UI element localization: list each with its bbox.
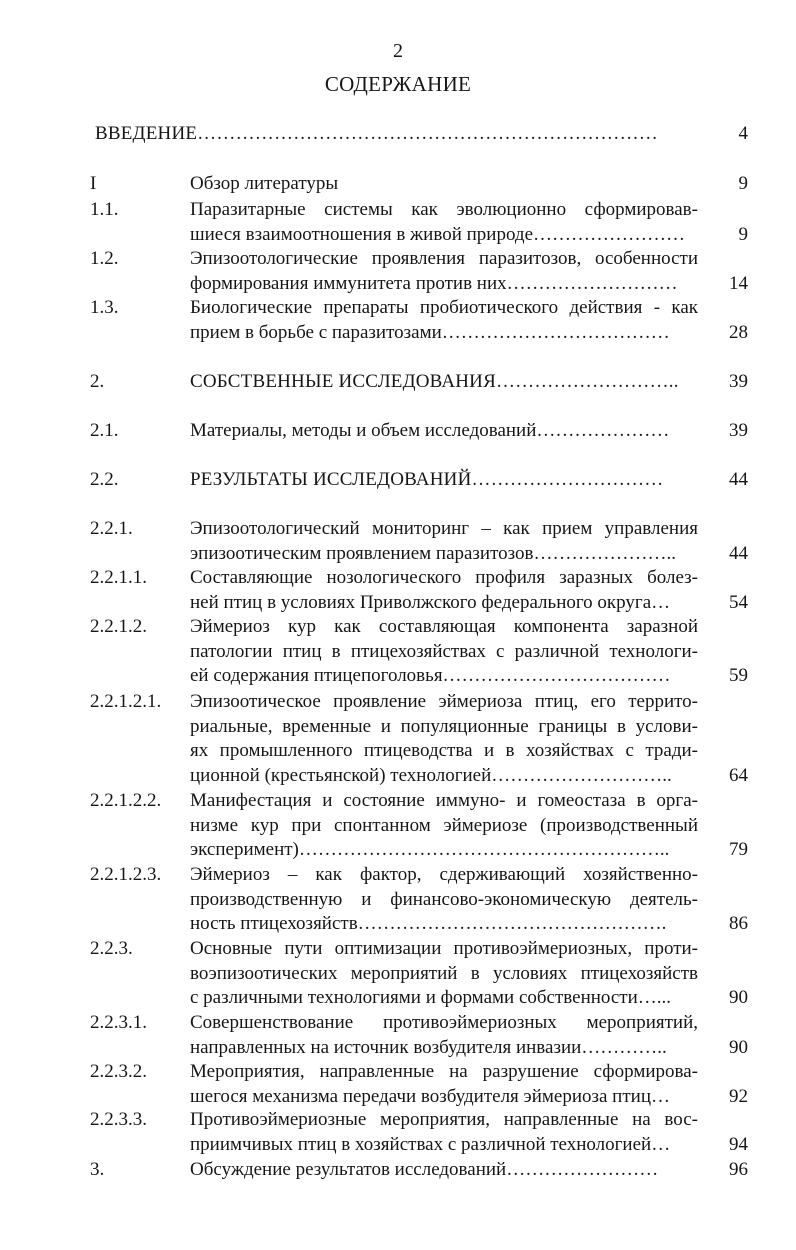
toc-entry-title [190, 1108, 698, 1157]
toc-entry-line: ней птиц в условиях Приволжского федерального округа… [190, 591, 671, 613]
toc-entry-line: ях промышленного птицеводства и в хозяйствах с тради- [190, 740, 698, 761]
toc-entry-line: ВВЕДЕНИЕ……………………………………………………………… [95, 123, 658, 144]
toc-entry-title [190, 370, 698, 395]
toc-entry-page: 90 [729, 987, 748, 1008]
toc-entry-number: I [90, 173, 97, 194]
toc-entry-number: 2.2.1.1. [90, 567, 147, 588]
toc-entry-number: 2.2.1.2.3. [90, 864, 162, 885]
toc-entry-page: 54 [729, 591, 748, 613]
toc-entry-page: 39 [729, 371, 748, 392]
page-number: 2 [393, 40, 403, 62]
toc-entry-title [190, 172, 698, 197]
toc-entry-line: СОБСТВЕННЫЕ ИССЛЕДОВАНИЯ……………………….. [190, 371, 679, 392]
toc-entry-line: Эймериоз – как фактор, сдерживающий хозяйственно- [190, 864, 698, 885]
toc-entry-page: 39 [729, 420, 748, 441]
toc-entry-title [190, 1158, 698, 1183]
toc-entry-line: Противоэймериозные мероприятия, направленные на вос- [190, 1109, 698, 1130]
toc-entry-line: ционной (крестьянской) технологией……………………….. [190, 764, 672, 786]
toc-entry-line: ность птицехозяйств…………………………………………. [190, 913, 667, 934]
toc-entry-line: шиеся взаимоотношения в живой природе…………………… [190, 223, 686, 245]
toc-entry-page: 94 [729, 1133, 748, 1155]
toc-entry-page: 14 [729, 272, 748, 294]
toc-entry-title [190, 863, 698, 937]
toc-entry-line: направленных на источник возбудителя инвазии………….. [190, 1036, 667, 1058]
toc-entry-page: 64 [729, 764, 748, 786]
toc-entry-line: Эймериоз кур как составляющая компонента заразной [190, 616, 698, 637]
toc-entry-title [95, 122, 700, 147]
toc-entry-title [190, 615, 698, 689]
toc-entry-title [190, 1011, 698, 1060]
toc-entry-title [190, 198, 698, 247]
toc-entry-line: эксперимент)………………………………………………….. [190, 839, 670, 860]
toc-entry-line: Совершенствование противоэймериозных мероприятий, [190, 1012, 698, 1033]
toc-entry-page: 59 [729, 665, 748, 686]
toc-entry-number: 2.2.3. [90, 938, 133, 959]
document-title: СОДЕРЖАНИЕ [324, 72, 472, 96]
toc-entry-page: 9 [738, 223, 748, 245]
toc-entry-line: прием в борьбе с паразитозами……………………………… [190, 321, 670, 343]
toc-entry-page: 28 [729, 321, 748, 343]
toc-entry-number: 2.2.1.2.1. [90, 691, 162, 712]
toc-entry-number: 3. [90, 1159, 105, 1180]
toc-entry-title [190, 419, 698, 444]
toc-entry-line: Мероприятия, направленные на разрушение сформирова- [190, 1061, 698, 1082]
toc-entry-line: эпизоотическим проявлением паразитозов………………….. [190, 542, 677, 564]
toc-entry-title [190, 789, 698, 863]
toc-entry-line: Материалы, методы и объем исследований………………… [190, 420, 670, 441]
toc-entry-title [190, 566, 698, 615]
toc-entry-number: 1.2. [90, 248, 119, 269]
toc-entry-title [190, 1060, 698, 1109]
toc-entry-number: 2.2.1.2.2. [90, 790, 162, 811]
toc-entry-line: низме кур при спонтанном эймериозе (производственный [190, 814, 698, 836]
toc-entry-page: 4 [738, 123, 748, 144]
toc-entry-line: приимчивых птиц в хозяйствах с различной технологией… [190, 1133, 671, 1155]
toc-entry-number: 2.2.3.2. [90, 1061, 147, 1082]
toc-entry-line: Биологические препараты пробиотического действия - как [190, 297, 698, 318]
toc-entry-number: 1.1. [90, 199, 119, 220]
toc-entry-line: Паразитарные системы как эволюционно сформировав- [190, 199, 698, 220]
toc-entry-line: патологии птиц в птицехозяйствах с различной технологи- [190, 640, 698, 662]
toc-entry-line: Составляющие нозологического профиля заразных болез- [190, 567, 698, 588]
toc-entry-line: производственную и финансово-экономическую деятель- [190, 888, 698, 910]
toc-entry-line: Обсуждение результатов исследований…………………… [190, 1159, 659, 1180]
toc-entry-line: Обзор литературы [190, 173, 339, 194]
toc-entry-title [190, 468, 698, 493]
toc-entry-line: формирования иммунитета против них……………………… [190, 272, 678, 294]
toc-entry-number: 2.2.3.1. [90, 1012, 147, 1033]
toc-entry-line: Основные пути оптимизации противоэймериозных, проти- [190, 938, 698, 959]
toc-entry-line: Эпизоотологические проявления паразитозов, особенности [190, 248, 698, 269]
toc-entry-number: 2.2.1.2. [90, 616, 147, 637]
toc-entry-title [190, 296, 698, 345]
toc-entry-line: с различными технологиями и формами собственности…... [190, 987, 672, 1008]
toc-entry-line: Эпизоотическое проявление эймериоза птиц, его террито- [190, 691, 698, 712]
toc-entry-page: 9 [738, 173, 748, 194]
toc-entry-line: воэпизоотических мероприятий в условиях птицехозяйств [190, 962, 698, 984]
toc-entry-line: риальные, временные и популяционные границы в услови- [190, 715, 698, 737]
toc-entry-line: ей содержания птицепоголовья……………………………… [190, 665, 671, 686]
toc-entry-title [190, 937, 698, 1011]
toc-entry-number: 2.1. [90, 420, 119, 441]
toc-entry-page: 44 [729, 542, 748, 564]
toc-entry-number: 2.2.3.3. [90, 1109, 147, 1130]
toc-entry-number: 2.2.1. [90, 518, 133, 539]
toc-entry-line: РЕЗУЛЬТАТЫ ИССЛЕДОВАНИЙ………………………… [190, 469, 664, 490]
toc-entry-page: 79 [729, 839, 748, 860]
toc-entry-number: 1.3. [90, 297, 119, 318]
toc-entry-page: 86 [729, 913, 748, 934]
toc-entry-line: Манифестация и состояние иммуно- и гомеостаза в орга- [190, 790, 698, 811]
toc-entry-page: 44 [729, 469, 748, 490]
toc-entry-number: 2.2. [90, 469, 119, 490]
toc-entry-line: шегося механизма передачи возбудителя эймериоза птиц… [190, 1085, 670, 1107]
toc-entry-title [190, 247, 698, 296]
toc-entry-number: 2. [90, 371, 105, 392]
toc-entry-page: 92 [729, 1085, 748, 1107]
toc-entry-title [190, 517, 698, 566]
toc-entry-line: Эпизоотологический мониторинг – как прием управления [190, 518, 698, 539]
toc-entry-page: 96 [729, 1159, 748, 1180]
toc-entry-page: 90 [729, 1036, 748, 1058]
toc-entry-title [190, 690, 698, 788]
